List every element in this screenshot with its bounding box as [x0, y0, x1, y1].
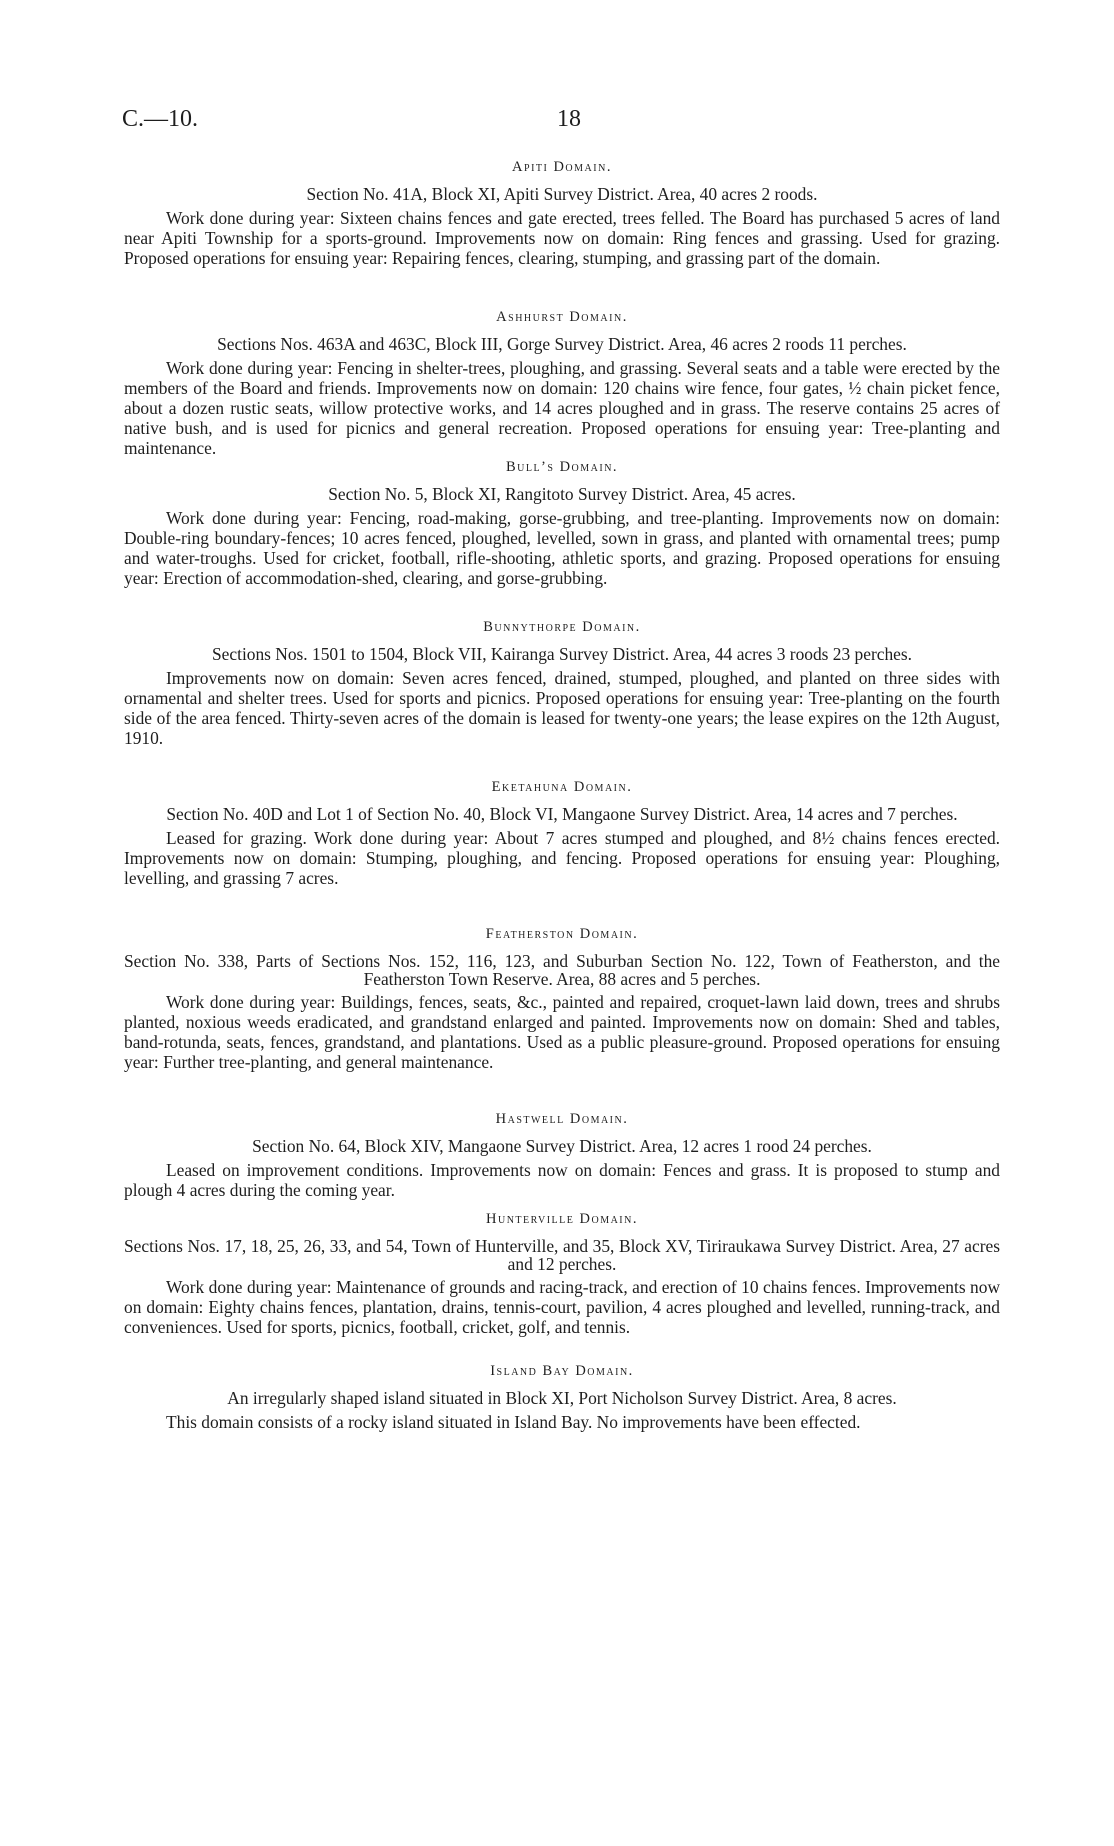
- section-eketahuna-domain: [124, 778, 1000, 925]
- section-body: Work done during year: Sixteen chains fences and gate erected, trees felled. The Board has purchased 5 acres of land near Apiti Township for a sports-ground. Improvements now on domain: Ring fences and grassing. Used for grazing. Proposed operations for ensuing year: Repairing fences, clearing, stumping, and grassing part of the domain.: [124, 207, 1000, 268]
- section-location: An irregularly shaped island situated in Block XI, Port Nicholson Survey District. Area, 8 acres.: [227, 1388, 897, 1408]
- section-body: Leased on improvement conditions. Improvements now on domain: Fences and grass. It is proposed to stump and plough 4 acres during the coming year.: [124, 1159, 1000, 1200]
- section-ashhurst-domain: [124, 308, 1000, 458]
- section-body: Work done during year: Buildings, fences, seats, &c., painted and repaired, croquet-lawn laid down, trees and shrubs planted, noxious weeds eradicated, and grandstand enlarged and painted. Improvements now on domain: Shed and tables, band-rotunda, seats, fences, grandstand, and plantations. Used as a public pleasure-ground. Proposed operations for ensuing year: Further tree-planting, and general maintenance.: [124, 992, 1000, 1072]
- section-title: Bunnythorpe Domain.: [483, 619, 641, 635]
- section-title: Featherston Domain.: [485, 926, 639, 942]
- section-body: Work done during year: Fencing, road-making, gorse-grubbing, and tree-planting. Improvements now on domain: Double-ring boundary-fences; 10 acres fenced, ploughed, levelled, sown in grass, and planted with ornamental trees; pump and water-troughs. Used for cricket, football, rifle-shooting, athletic sports, and grazing. Proposed operations for ensuing year: Erection of accommodation-shed, clearing, and gorse-grubbing.: [124, 507, 1000, 588]
- section-location: Section No. 41A, Block XI, Apiti Survey District. Area, 40 acres 2 roods.: [306, 184, 818, 204]
- section-title: Eketahuna Domain.: [491, 779, 633, 795]
- section-location: Sections Nos. 17, 18, 25, 26, 33, and 54, Town of Hunterville, and 35, Block XV, Tiriraukawa Survey District. Area, 27 acres and 12 perches.: [124, 1236, 1000, 1274]
- domain-list: [124, 158, 1000, 1432]
- section-title: Ashhurst Domain.: [496, 309, 628, 325]
- section-apiti-domain: [124, 158, 1000, 308]
- page-number: 18: [557, 106, 581, 132]
- section-location: Section No. 5, Block XI, Rangitoto Survey District. Area, 45 acres.: [328, 484, 796, 504]
- section-bunnythorpe-domain: [124, 618, 1000, 778]
- section-location: Section No. 64, Block XIV, Mangaone Survey District. Area, 12 acres 1 rood 24 perches.: [252, 1136, 872, 1156]
- section-body: Work done during year: Fencing in shelter-trees, ploughing, and grassing. Several seats and a table were erected by the members of the Board and friends. Improvements now on domain: 120 chains wire fence, four gates, ½ chain picket fence, about a dozen rustic seats, willow protective works, and 14 acres ploughed and in grass. The reserve contains 25 acres of native bush, and is used for picnics and general recreation. Proposed operations for ensuing year: Tree-planting and maintenance.: [124, 357, 1000, 458]
- section-title: Bull’s Domain.: [505, 459, 619, 475]
- section-location: Sections Nos. 1501 to 1504, Block VII, Kairanga Survey District. Area, 44 acres 3 roods 23 perches.: [212, 644, 912, 664]
- section-title: Apiti Domain.: [512, 159, 612, 175]
- section-location: Section No. 338, Parts of Sections Nos. 152, 116, 123, and Suburban Section No. 122, Town of Featherston, and the Featherston Town Reserve. Area, 88 acres and 5 perches.: [124, 951, 1000, 989]
- section-location: Section No. 40D and Lot 1 of Section No. 40, Block VI, Mangaone Survey District. Area, 14 acres and 7 perches.: [166, 804, 958, 824]
- section-title: Hunterville Domain.: [486, 1211, 638, 1227]
- section-body: Improvements now on domain: Seven acres fenced, drained, stumped, ploughed, and planted on three sides with ornamental and shelter trees. Used for sports and picnics. Proposed operations for ensuing year: Tree-planting on the fourth side of the area fenced. Thirty-seven acres of the domain is leased for twenty-one years; the lease expires on the 12th August, 1910.: [124, 667, 1000, 748]
- section-island-bay-domain: [124, 1362, 1000, 1432]
- section-body: Leased for grazing. Work done during year: About 7 acres stumped and ploughed, and 8½ chains fences erected. Improvements now on domain: Stumping, ploughing, and fencing. Proposed operations for ensuing year: Ploughing, levelling, and grassing 7 acres.: [124, 827, 1000, 888]
- section-location: Sections Nos. 463A and 463C, Block III, Gorge Survey District. Area, 46 acres 2 roods 11 perches.: [217, 334, 907, 354]
- document-code: C.—10.: [122, 106, 199, 132]
- section-title: Island Bay Domain.: [490, 1363, 634, 1379]
- section-body: Work done during year: Maintenance of grounds and racing-track, and erection of 10 chains fences. Improvements now on domain: Eighty chains fences, plantation, drains, tennis-court, pavilion, 4 acres ploughed and levelled, running-track, and conveniences. Used for sports, picnics, football, cricket, golf, and tennis.: [124, 1277, 1000, 1337]
- section-featherston-domain: [124, 925, 1000, 1110]
- section-bulls-domain: [124, 458, 1000, 618]
- section-hunterville-domain: [124, 1210, 1000, 1362]
- section-title: Hastwell Domain.: [495, 1111, 629, 1127]
- section-body: This domain consists of a rocky island situated in Island Bay. No improvements have been effected.: [166, 1411, 861, 1432]
- section-hastwell-domain: [124, 1110, 1000, 1210]
